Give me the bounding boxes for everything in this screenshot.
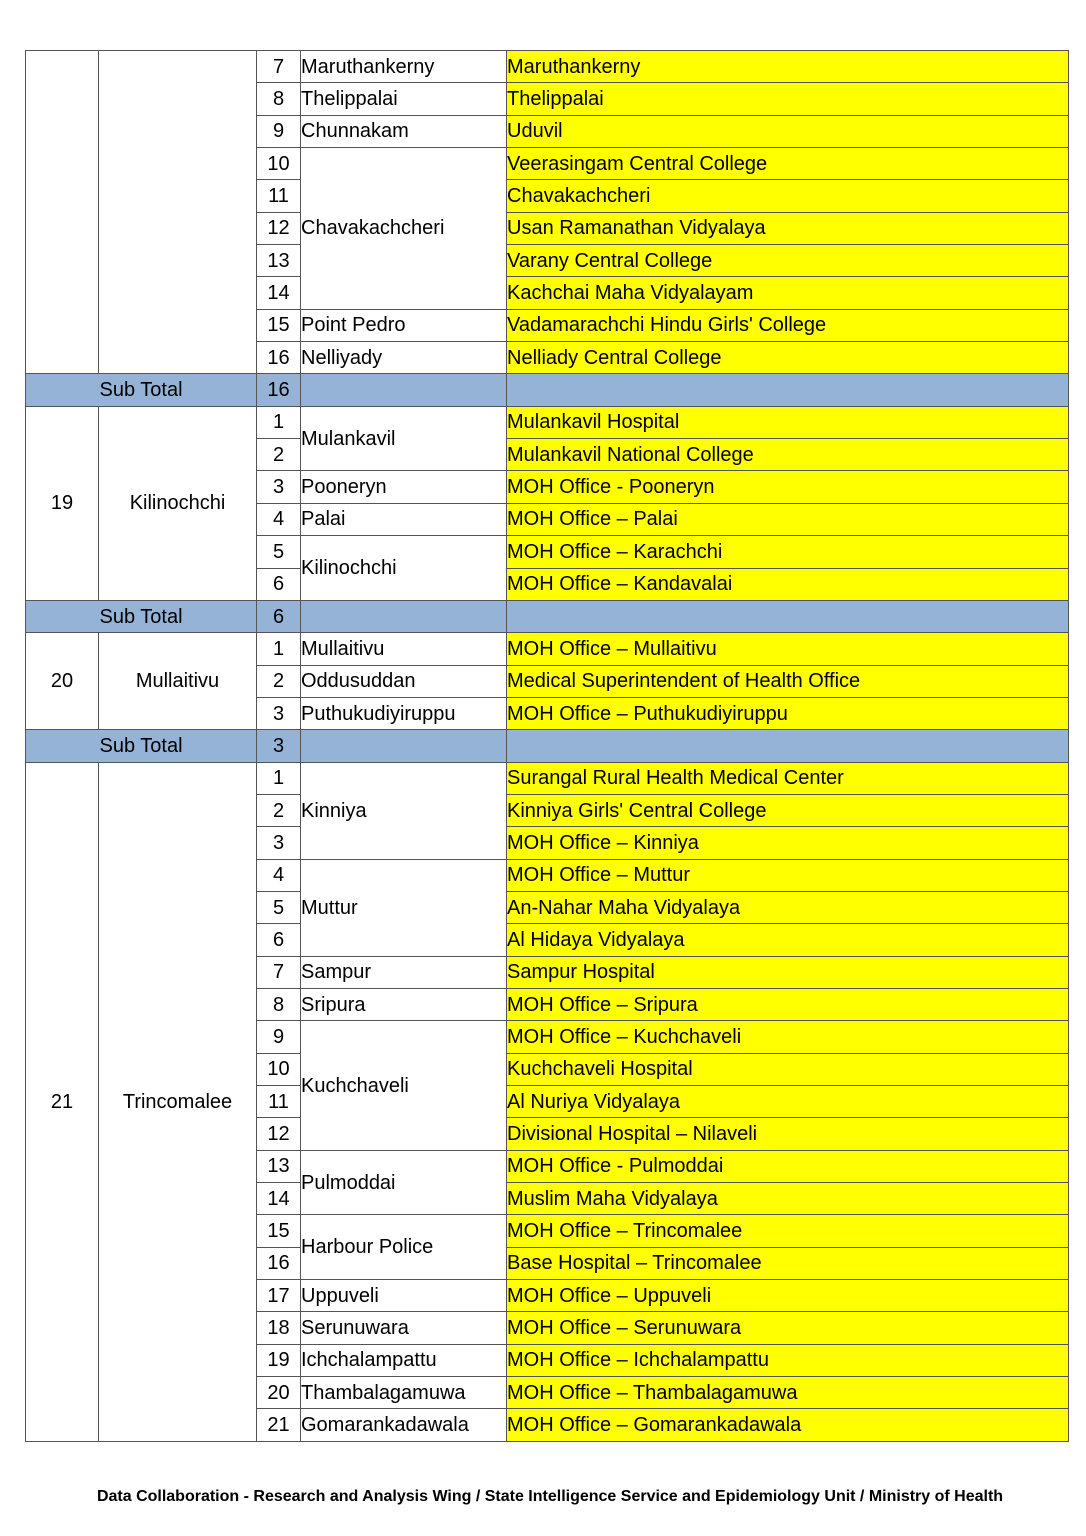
town-cell: Thambalagamuwa (301, 1377, 507, 1409)
district-name: Mullaitivu (99, 633, 257, 730)
row-number: 15 (257, 1215, 301, 1247)
district-number: 20 (26, 633, 99, 730)
center-cell: MOH Office – Sripura (507, 988, 1069, 1020)
row-number: 6 (257, 568, 301, 600)
center-cell: Mulankavil National College (507, 439, 1069, 471)
center-cell: MOH Office – Gomarankadawala (507, 1409, 1069, 1441)
row-number: 2 (257, 665, 301, 697)
center-cell: MOH Office – Thambalagamuwa (507, 1377, 1069, 1409)
town-cell: Harbour Police (301, 1215, 507, 1280)
center-cell: An-Nahar Maha Vidyalaya (507, 891, 1069, 923)
center-cell: MOH Office – Muttur (507, 859, 1069, 891)
footer-credit: Data Collaboration - Research and Analysis Wing / State Intelligence Service and Epidemiology Unit / Ministry of Health (96, 1488, 1004, 1505)
row-number: 2 (257, 439, 301, 471)
row-number: 7 (257, 51, 301, 83)
center-cell: Mulankavil Hospital (507, 406, 1069, 438)
center-cell: Usan Ramanathan Vidyalaya (507, 212, 1069, 244)
center-cell: MOH Office – Puthukudiyiruppu (507, 697, 1069, 729)
district-name-cell (99, 51, 257, 374)
row-number: 2 (257, 794, 301, 826)
town-cell: Chunnakam (301, 115, 507, 147)
subtotal-empty-cell (301, 730, 507, 762)
row-number: 17 (257, 1280, 301, 1312)
center-cell: Kinniya Girls' Central College (507, 794, 1069, 826)
center-cell: Thelippalai (507, 83, 1069, 115)
row-number: 6 (257, 924, 301, 956)
row-number: 18 (257, 1312, 301, 1344)
center-cell: Nelliady Central College (507, 342, 1069, 374)
vaccination-centers-table (25, 50, 1069, 1442)
row-number: 8 (257, 83, 301, 115)
town-cell: Nelliyady (301, 342, 507, 374)
center-cell: Muslim Maha Vidyalaya (507, 1183, 1069, 1215)
row-number: 16 (257, 342, 301, 374)
center-cell: MOH Office - Pulmoddai (507, 1150, 1069, 1182)
center-cell: MOH Office – Palai (507, 503, 1069, 535)
center-cell: MOH Office – Uppuveli (507, 1280, 1069, 1312)
row-number: 8 (257, 988, 301, 1020)
town-cell: Pulmoddai (301, 1150, 507, 1215)
center-cell: MOH Office – Kinniya (507, 827, 1069, 859)
district-number: 19 (26, 406, 99, 600)
town-cell: Serunuwara (301, 1312, 507, 1344)
row-number: 11 (257, 1086, 301, 1118)
center-cell: Kuchchaveli Hospital (507, 1053, 1069, 1085)
row-number: 1 (257, 633, 301, 665)
table-row (26, 762, 1069, 794)
town-cell: Oddusuddan (301, 665, 507, 697)
district-number-cell (26, 51, 99, 374)
row-number: 3 (257, 827, 301, 859)
row-number: 21 (257, 1409, 301, 1441)
town-cell: Muttur (301, 859, 507, 956)
row-number: 5 (257, 536, 301, 568)
center-cell: Vadamarachchi Hindu Girls' College (507, 309, 1069, 341)
row-number: 9 (257, 115, 301, 147)
subtotal-row (26, 374, 1069, 406)
town-cell: Gomarankadawala (301, 1409, 507, 1441)
row-number: 12 (257, 212, 301, 244)
row-number: 1 (257, 762, 301, 794)
center-cell: Kachchai Maha Vidyalayam (507, 277, 1069, 309)
town-cell: Uppuveli (301, 1280, 507, 1312)
row-number: 14 (257, 277, 301, 309)
row-number: 11 (257, 180, 301, 212)
row-number: 12 (257, 1118, 301, 1150)
center-cell: MOH Office – Mullaitivu (507, 633, 1069, 665)
row-number: 3 (257, 697, 301, 729)
center-cell: Al Nuriya Vidyalaya (507, 1086, 1069, 1118)
center-cell: Uduvil (507, 115, 1069, 147)
subtotal-value: 16 (257, 374, 301, 406)
town-cell: Mulankavil (301, 406, 507, 471)
table-row (26, 633, 1069, 665)
subtotal-label: Sub Total (26, 730, 257, 762)
center-cell: Surangal Rural Health Medical Center (507, 762, 1069, 794)
town-cell: Sampur (301, 956, 507, 988)
town-cell: Point Pedro (301, 309, 507, 341)
row-number: 19 (257, 1344, 301, 1376)
center-cell: Chavakachcheri (507, 180, 1069, 212)
row-number: 16 (257, 1247, 301, 1279)
town-cell: Kuchchaveli (301, 1021, 507, 1150)
row-number: 13 (257, 1150, 301, 1182)
subtotal-empty-cell (301, 374, 507, 406)
town-cell: Ichchalampattu (301, 1344, 507, 1376)
row-number: 5 (257, 891, 301, 923)
center-cell: Al Hidaya Vidyalaya (507, 924, 1069, 956)
center-cell: MOH Office – Ichchalampattu (507, 1344, 1069, 1376)
subtotal-value: 6 (257, 600, 301, 632)
subtotal-label: Sub Total (26, 600, 257, 632)
town-cell: Mullaitivu (301, 633, 507, 665)
row-number: 9 (257, 1021, 301, 1053)
town-cell: Pooneryn (301, 471, 507, 503)
center-cell: Medical Superintendent of Health Office (507, 665, 1069, 697)
center-cell: Divisional Hospital – Nilaveli (507, 1118, 1069, 1150)
town-cell: Chavakachcheri (301, 148, 507, 310)
town-cell: Palai (301, 503, 507, 535)
row-number: 10 (257, 1053, 301, 1085)
center-cell: MOH Office – Karachchi (507, 536, 1069, 568)
town-cell: Puthukudiyiruppu (301, 697, 507, 729)
center-cell: Maruthankerny (507, 51, 1069, 83)
center-cell: MOH Office – Kuchchaveli (507, 1021, 1069, 1053)
center-cell: MOH Office – Serunuwara (507, 1312, 1069, 1344)
town-cell: Sripura (301, 988, 507, 1020)
row-number: 14 (257, 1183, 301, 1215)
town-cell: Kinniya (301, 762, 507, 859)
subtotal-label: Sub Total (26, 374, 257, 406)
row-number: 1 (257, 406, 301, 438)
row-number: 7 (257, 956, 301, 988)
subtotal-empty-cell (507, 600, 1069, 632)
town-cell: Maruthankerny (301, 51, 507, 83)
subtotal-empty-cell (507, 730, 1069, 762)
center-cell: MOH Office – Trincomalee (507, 1215, 1069, 1247)
center-cell: Varany Central College (507, 245, 1069, 277)
center-cell: Veerasingam Central College (507, 148, 1069, 180)
subtotal-value: 3 (257, 730, 301, 762)
center-cell: Base Hospital – Trincomalee (507, 1247, 1069, 1279)
town-cell: Kilinochchi (301, 536, 507, 601)
row-number: 15 (257, 309, 301, 341)
table-row (26, 406, 1069, 438)
subtotal-row (26, 730, 1069, 762)
row-number: 13 (257, 245, 301, 277)
row-number: 3 (257, 471, 301, 503)
center-cell: MOH Office – Kandavalai (507, 568, 1069, 600)
district-number: 21 (26, 762, 99, 1441)
subtotal-empty-cell (507, 374, 1069, 406)
town-cell: Thelippalai (301, 83, 507, 115)
subtotal-empty-cell (301, 600, 507, 632)
table-row (26, 51, 1069, 83)
district-name: Trincomalee (99, 762, 257, 1441)
center-cell: MOH Office - Pooneryn (507, 471, 1069, 503)
row-number: 4 (257, 503, 301, 535)
row-number: 20 (257, 1377, 301, 1409)
center-cell: Sampur Hospital (507, 956, 1069, 988)
row-number: 10 (257, 148, 301, 180)
district-name: Kilinochchi (99, 406, 257, 600)
subtotal-row (26, 600, 1069, 632)
row-number: 4 (257, 859, 301, 891)
